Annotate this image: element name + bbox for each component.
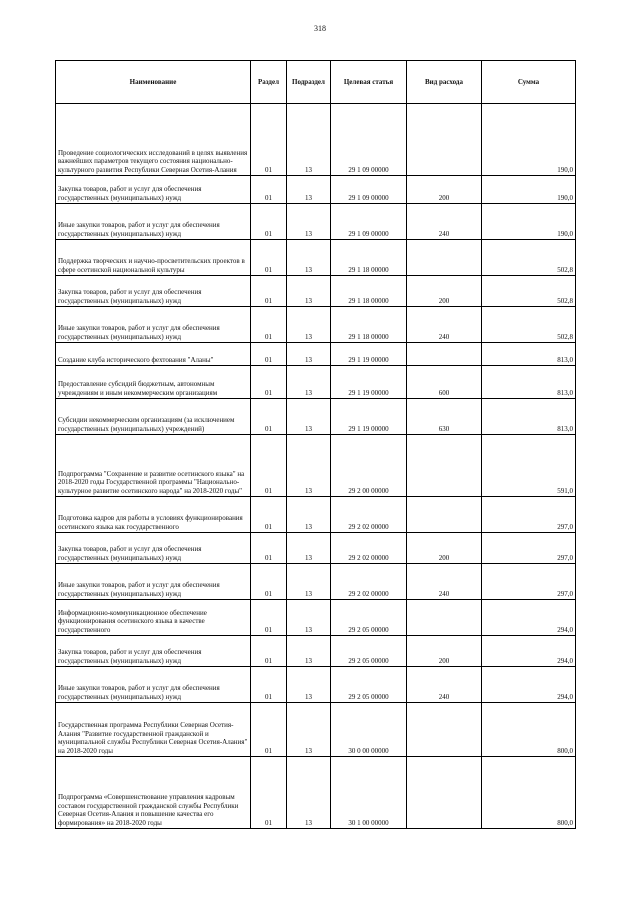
row-razdel: 01: [251, 240, 287, 276]
row-razdel: 01: [251, 564, 287, 600]
row-razdel: 01: [251, 600, 287, 636]
row-name: Поддержка творческих и научно-просветительских проектов в сфере осетинской национальной культуры: [56, 240, 251, 276]
table-row: [56, 307, 576, 343]
row-summa: 294,0: [482, 667, 576, 703]
row-name: Информационно-коммуникационное обеспечение функционирования осетинского языка в качестве государственного: [56, 600, 251, 636]
row-podrazdel: 13: [287, 757, 331, 829]
row-vid: [407, 757, 482, 829]
row-celevaya: 29 2 02 00000: [331, 533, 407, 564]
row-name: Проведение социологических исследований в целях выявления важнейших параметров текущего состояния национально-культурного развития Республики Северная Осетия-Алания: [56, 104, 251, 176]
row-summa: 591,0: [482, 435, 576, 497]
row-celevaya: 30 0 00 00000: [331, 703, 407, 757]
row-podrazdel: 13: [287, 204, 331, 240]
row-summa: 800,0: [482, 703, 576, 757]
row-celevaya: 29 1 19 00000: [331, 399, 407, 435]
header-name: Наименование: [56, 61, 251, 104]
row-name: Закупка товаров, работ и услуг для обеспечения государственных (муниципальных) нужд: [56, 533, 251, 564]
table-row: [56, 703, 576, 757]
row-razdel: 01: [251, 636, 287, 667]
row-name: Создание клуба исторического фехтования "Аланы": [56, 343, 251, 366]
row-summa: 502,8: [482, 276, 576, 307]
table-row: [56, 564, 576, 600]
row-podrazdel: 13: [287, 564, 331, 600]
row-vid: 240: [407, 204, 482, 240]
row-podrazdel: 13: [287, 307, 331, 343]
row-celevaya: 29 1 19 00000: [331, 366, 407, 399]
table-row: [56, 667, 576, 703]
row-name: Закупка товаров, работ и услуг для обеспечения государственных (муниципальных) нужд: [56, 636, 251, 667]
row-vid: 200: [407, 533, 482, 564]
row-podrazdel: 13: [287, 636, 331, 667]
header-razdel: Раздел: [251, 61, 287, 104]
row-celevaya: 30 1 00 00000: [331, 757, 407, 829]
row-vid: 240: [407, 667, 482, 703]
row-summa: 190,0: [482, 204, 576, 240]
row-podrazdel: 13: [287, 533, 331, 564]
row-name: Субсидии некоммерческим организациям (за исключением государственных (муниципальных) учреждений): [56, 399, 251, 435]
row-celevaya: 29 2 00 00000: [331, 435, 407, 497]
row-podrazdel: 13: [287, 703, 331, 757]
row-summa: 190,0: [482, 104, 576, 176]
row-vid: [407, 600, 482, 636]
table-row: [56, 204, 576, 240]
row-vid: 600: [407, 366, 482, 399]
row-name: Иные закупки товаров, работ и услуг для обеспечения государственных (муниципальных) нужд: [56, 564, 251, 600]
row-podrazdel: 13: [287, 435, 331, 497]
row-razdel: 01: [251, 276, 287, 307]
row-vid: [407, 497, 482, 533]
row-podrazdel: 13: [287, 366, 331, 399]
row-celevaya: 29 1 09 00000: [331, 176, 407, 204]
row-summa: 190,0: [482, 176, 576, 204]
row-razdel: 01: [251, 497, 287, 533]
row-podrazdel: 13: [287, 399, 331, 435]
table-row: [56, 533, 576, 564]
table-row: [56, 104, 576, 176]
row-summa: 502,8: [482, 307, 576, 343]
row-celevaya: 29 1 18 00000: [331, 240, 407, 276]
row-summa: 800,0: [482, 757, 576, 829]
page-number: 318: [314, 24, 326, 33]
row-vid: 200: [407, 176, 482, 204]
header-celevaya: Целевая статья: [331, 61, 407, 104]
row-celevaya: 29 2 02 00000: [331, 497, 407, 533]
row-razdel: 01: [251, 703, 287, 757]
row-celevaya: 29 2 05 00000: [331, 636, 407, 667]
row-podrazdel: 13: [287, 497, 331, 533]
row-vid: 630: [407, 399, 482, 435]
row-celevaya: 29 1 18 00000: [331, 276, 407, 307]
row-razdel: 01: [251, 204, 287, 240]
header-vid: Вид расхода: [407, 61, 482, 104]
row-celevaya: 29 1 18 00000: [331, 307, 407, 343]
row-razdel: 01: [251, 399, 287, 435]
row-summa: 813,0: [482, 343, 576, 366]
row-celevaya: 29 2 05 00000: [331, 600, 407, 636]
row-name: Иные закупки товаров, работ и услуг для обеспечения государственных (муниципальных) нужд: [56, 307, 251, 343]
row-celevaya: 29 1 19 00000: [331, 343, 407, 366]
budget-table: [55, 60, 576, 829]
row-summa: 297,0: [482, 564, 576, 600]
row-razdel: 01: [251, 366, 287, 399]
row-razdel: 01: [251, 104, 287, 176]
row-razdel: 01: [251, 343, 287, 366]
table-row: [56, 600, 576, 636]
row-name: Подпрограмма «Совершенствование управления кадровым составом государственной гражданской службы Республики Северная Осетия-Алания и повышение качества его формирования» на 2018-2020 годы: [56, 757, 251, 829]
row-name: Иные закупки товаров, работ и услуг для обеспечения государственных (муниципальных) нужд: [56, 667, 251, 703]
row-razdel: 01: [251, 176, 287, 204]
row-razdel: 01: [251, 307, 287, 343]
table-row: [56, 276, 576, 307]
row-name: Подготовка кадров для работы в условиях функционирования осетинского языка как государственного: [56, 497, 251, 533]
row-podrazdel: 13: [287, 667, 331, 703]
header-summa: Сумма: [482, 61, 576, 104]
row-razdel: 01: [251, 533, 287, 564]
row-name: Иные закупки товаров, работ и услуг для обеспечения государственных (муниципальных) нужд: [56, 204, 251, 240]
row-summa: 294,0: [482, 600, 576, 636]
table-row: [56, 343, 576, 366]
table-row: [56, 399, 576, 435]
row-vid: [407, 240, 482, 276]
row-summa: 813,0: [482, 399, 576, 435]
table-row: [56, 435, 576, 497]
row-celevaya: 29 1 09 00000: [331, 104, 407, 176]
table-row: [56, 636, 576, 667]
row-vid: 240: [407, 564, 482, 600]
row-name: Предоставление субсидий бюджетным, автономным учреждениям и иным некоммерческим организациям: [56, 366, 251, 399]
row-podrazdel: 13: [287, 343, 331, 366]
row-podrazdel: 13: [287, 600, 331, 636]
row-vid: [407, 343, 482, 366]
row-vid: [407, 435, 482, 497]
row-summa: 813,0: [482, 366, 576, 399]
row-razdel: 01: [251, 667, 287, 703]
row-vid: 200: [407, 276, 482, 307]
table-row: [56, 240, 576, 276]
row-podrazdel: 13: [287, 104, 331, 176]
row-summa: 297,0: [482, 497, 576, 533]
table-row: [56, 176, 576, 204]
row-razdel: 01: [251, 757, 287, 829]
row-celevaya: 29 2 02 00000: [331, 564, 407, 600]
table-row: [56, 366, 576, 399]
row-vid: 200: [407, 636, 482, 667]
row-name: Государственная программа Республики Северная Осетия-Алания "Развитие государственной гражданской и муниципальной службы Республики Северная Осетия-Алания" на 2018-2020 годы: [56, 703, 251, 757]
row-podrazdel: 13: [287, 240, 331, 276]
table-row: [56, 757, 576, 829]
row-podrazdel: 13: [287, 276, 331, 307]
row-vid: [407, 104, 482, 176]
row-name: Подпрограмма "Сохранение и развитие осетинского языка" на 2018-2020 годы Государственной программы "Национально-культурное развитие осетинского народа" на 2018-2020 годы": [56, 435, 251, 497]
row-summa: 294,0: [482, 636, 576, 667]
row-celevaya: 29 2 05 00000: [331, 667, 407, 703]
table-header-row: [56, 61, 576, 104]
row-name: Закупка товаров, работ и услуг для обеспечения государственных (муниципальных) нужд: [56, 176, 251, 204]
row-razdel: 01: [251, 435, 287, 497]
table-row: [56, 497, 576, 533]
row-summa: 502,8: [482, 240, 576, 276]
row-summa: 297,0: [482, 533, 576, 564]
row-name: Закупка товаров, работ и услуг для обеспечения государственных (муниципальных) нужд: [56, 276, 251, 307]
header-podrazdel: Подраздел: [287, 61, 331, 104]
row-vid: [407, 703, 482, 757]
row-vid: 240: [407, 307, 482, 343]
row-celevaya: 29 1 09 00000: [331, 204, 407, 240]
row-podrazdel: 13: [287, 176, 331, 204]
